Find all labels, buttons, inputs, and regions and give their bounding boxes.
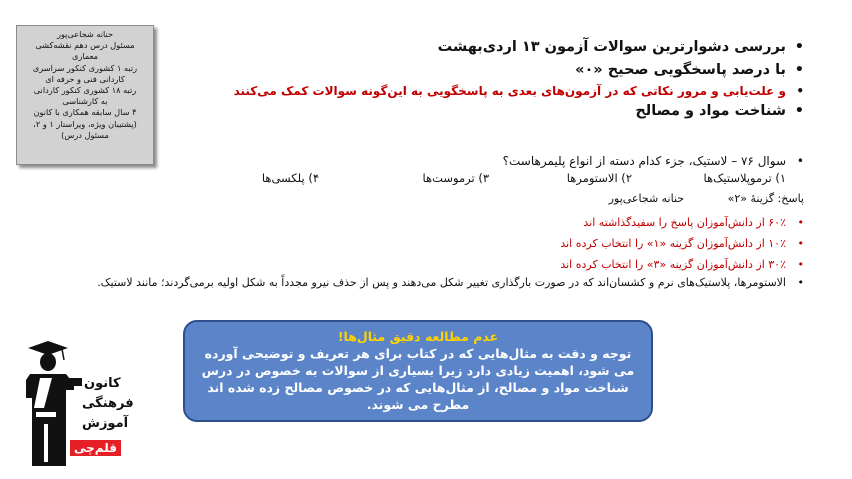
author-line: رتبه ۱۸ کشوری کنکور کاردانی (33, 85, 137, 96)
author-line: رتبه ۱ کشوری کنکور سراسری (32, 62, 138, 73)
answer-stats-list (560, 212, 804, 275)
intro-bullet-subject: • شناخت مواد و مصالح (244, 100, 804, 123)
author-info-box (16, 25, 154, 165)
author-line: حنانه شجاعی‌پور (56, 29, 114, 39)
option-2: ۲) الاستومرها (566, 171, 632, 185)
answer-text: پاسخ: گزینۀ «۲» (727, 192, 804, 205)
author-line: کاردانی فنی و حرفه ای (45, 73, 125, 84)
explanation-text: • الاستومرها، پلاستیک‌های نرم و کشسان‌اند که در صورت بارگذاری تغییر شکل می‌دهند و پس از حذف نیرو مجدداً به شکل اولیه برمی‌گردند؛ مانند لاستیک. (97, 275, 804, 291)
logo-badge-ghalamchi: قلم‌چی (70, 440, 121, 456)
option-3: ۳) ترموست‌ها (422, 171, 489, 185)
author-line: (پشتیبان ویژه، ویراستار ۱ و ۲، (33, 118, 137, 129)
callout-body: توجه و دقت به مثال‌هایی که در کتاب برای هر تعریف و توضیحی آورده می شود، اهمیت زیادی دارد زیرا بسیاری از سوالات به خصوص در درس شناخت مواد و مصالح، از مثال‌هایی که در خصوص مصالح زده شده اند مطرح می شوند. (201, 346, 635, 412)
question-options (44, 171, 804, 191)
tip-callout (183, 320, 653, 422)
option-4: ۴) پلکسی‌ها (261, 171, 319, 185)
question-block (59, 151, 804, 171)
bullet-dot: • (796, 154, 804, 168)
author-line: مسئول درس) (61, 129, 109, 140)
author-line: مسئول درس دهم نقشه‌کشی (35, 40, 135, 51)
stat-blank: • ۶۰٪ از دانش‌آموزان پاسخ را سفیدگذاشته اند (560, 212, 804, 233)
intro-bullet-title: • بررسی دشوارترین سوالات آزمون ۱۳ اردی‌بهشت (244, 36, 804, 59)
question-text: سوال ۷۶ – لاستیک، جزء کدام دسته از انواع پلیمرهاست؟ (502, 154, 786, 168)
intro-bullet-reasons: • و علت‌یابی و مرور نکاتی که در آزمون‌های بعدی به پاسخگویی به این‌گونه سوالات کمک می‌کنند (244, 82, 804, 100)
author-line: معماری (72, 51, 98, 62)
callout-title: عدم مطالعه دقیق مثال‌ها! (337, 329, 499, 344)
logo-text-farhangi: فرهنگی (82, 396, 134, 411)
stat-option-1: • ۱۰٪ از دانش‌آموزان گزینه «۱» را انتخاب کرده اند (560, 233, 804, 254)
option-1: ۱) ترموپلاستیک‌ها (703, 171, 786, 185)
author-line: به کارشناسی (62, 96, 108, 107)
intro-bullet-list (233, 36, 804, 123)
intro-bullet-zero-percent: • با درصد پاسخگویی صحیح «۰» (244, 59, 804, 82)
stat-option-3: • ۳۰٪ از دانش‌آموزان گزینه «۳» را انتخاب کرده اند (560, 254, 804, 275)
answer-author: حنانه شجاعی‌پور (608, 192, 685, 205)
author-line: ۴ سال سابقه همکاری با کانون (33, 107, 137, 118)
logo-text-amoozesh: آموزش (82, 416, 129, 431)
answer-line (569, 192, 804, 205)
logo-text-kanoon: کانون (84, 376, 121, 391)
kanoon-logo (22, 338, 132, 468)
